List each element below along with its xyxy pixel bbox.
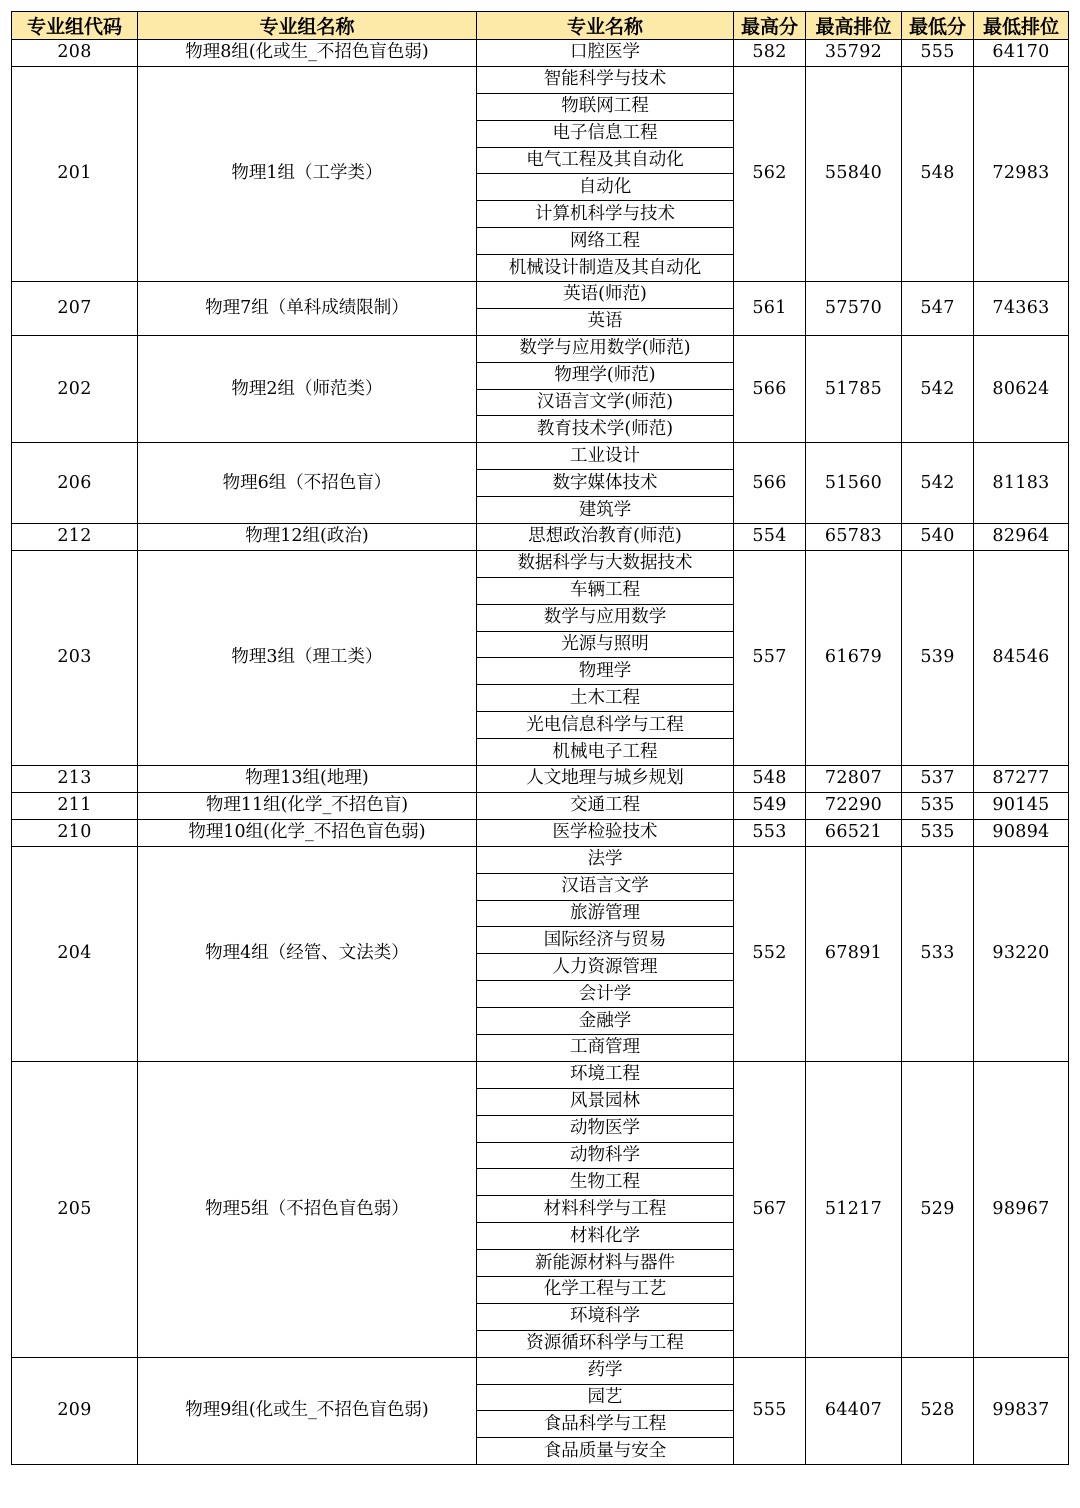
min-score-cell: 540 <box>902 524 974 551</box>
max-rank-cell: 55840 <box>806 66 902 281</box>
major-name-cell: 物理学 <box>477 658 734 685</box>
header-major-name: 专业名称 <box>477 12 734 40</box>
max-score-cell: 553 <box>734 819 806 846</box>
table-row <box>12 846 1069 873</box>
major-name-cell: 金融学 <box>477 1008 734 1035</box>
table-row <box>12 550 1069 577</box>
group-name-cell: 物理8组(化或生_不招色盲色弱) <box>138 40 477 67</box>
min-score-cell: 547 <box>902 282 974 336</box>
major-name-cell: 交通工程 <box>477 792 734 819</box>
group-code-cell: 205 <box>12 1061 138 1357</box>
major-name-cell: 汉语言文学 <box>477 873 734 900</box>
major-name-cell: 英语(师范) <box>477 282 734 309</box>
max-score-cell: 566 <box>734 335 806 443</box>
max-score-cell: 582 <box>734 40 806 67</box>
group-name-cell: 物理12组(政治) <box>138 524 477 551</box>
major-name-cell: 自动化 <box>477 174 734 201</box>
major-name-cell: 材料化学 <box>477 1223 734 1250</box>
major-name-cell: 医学检验技术 <box>477 819 734 846</box>
group-name-cell: 物理13组(地理) <box>138 766 477 793</box>
major-name-cell: 数据科学与大数据技术 <box>477 550 734 577</box>
min-rank-cell: 81183 <box>974 443 1069 524</box>
major-name-cell: 工业设计 <box>477 443 734 470</box>
header-row <box>12 12 1069 40</box>
max-rank-cell: 72807 <box>806 766 902 793</box>
group-code-cell: 207 <box>12 282 138 336</box>
header-max-score: 最高分 <box>734 12 806 40</box>
header-group-code: 专业组代码 <box>12 12 138 40</box>
group-code-cell: 206 <box>12 443 138 524</box>
max-score-cell: 552 <box>734 846 806 1061</box>
major-name-cell: 车辆工程 <box>477 577 734 604</box>
major-name-cell: 人力资源管理 <box>477 954 734 981</box>
table-row <box>12 443 1069 470</box>
group-code-cell: 203 <box>12 550 138 765</box>
max-rank-cell: 35792 <box>806 40 902 67</box>
major-name-cell: 数学与应用数学 <box>477 604 734 631</box>
table-row <box>12 792 1069 819</box>
min-rank-cell: 80624 <box>974 335 1069 443</box>
min-rank-cell: 99837 <box>974 1357 1069 1465</box>
table-row <box>12 1061 1069 1088</box>
table-row <box>12 282 1069 309</box>
max-rank-cell: 67891 <box>806 846 902 1061</box>
major-name-cell: 动物医学 <box>477 1115 734 1142</box>
major-name-cell: 建筑学 <box>477 497 734 524</box>
major-name-cell: 食品质量与安全 <box>477 1438 734 1465</box>
major-name-cell: 动物科学 <box>477 1142 734 1169</box>
min-score-cell: 535 <box>902 792 974 819</box>
group-name-cell: 物理3组（理工类） <box>138 550 477 765</box>
major-name-cell: 光源与照明 <box>477 631 734 658</box>
header-group-name: 专业组名称 <box>138 12 477 40</box>
major-name-cell: 光电信息科学与工程 <box>477 712 734 739</box>
group-name-cell: 物理4组（经管、文法类） <box>138 846 477 1061</box>
major-name-cell: 物联网工程 <box>477 93 734 120</box>
min-score-cell: 529 <box>902 1061 974 1357</box>
major-name-cell: 智能科学与技术 <box>477 66 734 93</box>
min-rank-cell: 64170 <box>974 40 1069 67</box>
table-row <box>12 66 1069 93</box>
major-name-cell: 生物工程 <box>477 1169 734 1196</box>
major-name-cell: 环境工程 <box>477 1061 734 1088</box>
group-code-cell: 208 <box>12 40 138 67</box>
min-rank-cell: 98967 <box>974 1061 1069 1357</box>
min-rank-cell: 93220 <box>974 846 1069 1061</box>
max-score-cell: 557 <box>734 550 806 765</box>
max-rank-cell: 61679 <box>806 550 902 765</box>
group-name-cell: 物理6组（不招色盲） <box>138 443 477 524</box>
header-min-rank: 最低排位 <box>974 12 1069 40</box>
major-name-cell: 机械设计制造及其自动化 <box>477 255 734 282</box>
min-rank-cell: 72983 <box>974 66 1069 281</box>
table-body <box>12 40 1069 1465</box>
group-code-cell: 209 <box>12 1357 138 1465</box>
max-rank-cell: 57570 <box>806 282 902 336</box>
min-rank-cell: 90894 <box>974 819 1069 846</box>
group-code-cell: 210 <box>12 819 138 846</box>
group-code-cell: 213 <box>12 766 138 793</box>
max-rank-cell: 51785 <box>806 335 902 443</box>
major-name-cell: 风景园林 <box>477 1088 734 1115</box>
min-score-cell: 528 <box>902 1357 974 1465</box>
major-name-cell: 化学工程与工艺 <box>477 1276 734 1303</box>
admission-table-container <box>11 11 1069 1465</box>
table-row <box>12 40 1069 67</box>
major-name-cell: 食品科学与工程 <box>477 1411 734 1438</box>
max-rank-cell: 65783 <box>806 524 902 551</box>
major-name-cell: 会计学 <box>477 981 734 1008</box>
group-name-cell: 物理11组(化学_不招色盲) <box>138 792 477 819</box>
max-score-cell: 562 <box>734 66 806 281</box>
min-rank-cell: 84546 <box>974 550 1069 765</box>
max-score-cell: 567 <box>734 1061 806 1357</box>
max-rank-cell: 66521 <box>806 819 902 846</box>
group-code-cell: 204 <box>12 846 138 1061</box>
group-code-cell: 212 <box>12 524 138 551</box>
table-row <box>12 819 1069 846</box>
table-row <box>12 766 1069 793</box>
min-score-cell: 548 <box>902 66 974 281</box>
max-score-cell: 555 <box>734 1357 806 1465</box>
group-code-cell: 202 <box>12 335 138 443</box>
header-max-rank: 最高排位 <box>806 12 902 40</box>
min-rank-cell: 90145 <box>974 792 1069 819</box>
major-name-cell: 机械电子工程 <box>477 739 734 766</box>
major-name-cell: 网络工程 <box>477 228 734 255</box>
min-score-cell: 539 <box>902 550 974 765</box>
group-name-cell: 物理1组（工学类） <box>138 66 477 281</box>
header-min-score: 最低分 <box>902 12 974 40</box>
max-score-cell: 548 <box>734 766 806 793</box>
major-name-cell: 人文地理与城乡规划 <box>477 766 734 793</box>
major-name-cell: 计算机科学与技术 <box>477 201 734 228</box>
max-rank-cell: 51217 <box>806 1061 902 1357</box>
major-name-cell: 国际经济与贸易 <box>477 927 734 954</box>
major-name-cell: 电气工程及其自动化 <box>477 147 734 174</box>
major-name-cell: 电子信息工程 <box>477 120 734 147</box>
max-rank-cell: 64407 <box>806 1357 902 1465</box>
table-row <box>12 1357 1069 1384</box>
group-code-cell: 201 <box>12 66 138 281</box>
major-name-cell: 数字媒体技术 <box>477 470 734 497</box>
major-name-cell: 资源循环科学与工程 <box>477 1330 734 1357</box>
max-score-cell: 554 <box>734 524 806 551</box>
major-name-cell: 数学与应用数学(师范) <box>477 335 734 362</box>
major-name-cell: 环境科学 <box>477 1303 734 1330</box>
min-score-cell: 535 <box>902 819 974 846</box>
major-name-cell: 新能源材料与器件 <box>477 1250 734 1277</box>
min-rank-cell: 74363 <box>974 282 1069 336</box>
major-name-cell: 汉语言文学(师范) <box>477 389 734 416</box>
group-name-cell: 物理5组（不招色盲色弱） <box>138 1061 477 1357</box>
major-name-cell: 药学 <box>477 1357 734 1384</box>
min-score-cell: 542 <box>902 443 974 524</box>
group-name-cell: 物理10组(化学_不招色盲色弱) <box>138 819 477 846</box>
major-name-cell: 思想政治教育(师范) <box>477 524 734 551</box>
admission-score-table <box>11 11 1069 1465</box>
major-name-cell: 英语 <box>477 308 734 335</box>
major-name-cell: 材料科学与工程 <box>477 1196 734 1223</box>
min-score-cell: 537 <box>902 766 974 793</box>
max-score-cell: 561 <box>734 282 806 336</box>
table-row <box>12 524 1069 551</box>
major-name-cell: 口腔医学 <box>477 40 734 67</box>
table-row <box>12 335 1069 362</box>
major-name-cell: 工商管理 <box>477 1034 734 1061</box>
major-name-cell: 物理学(师范) <box>477 362 734 389</box>
min-score-cell: 533 <box>902 846 974 1061</box>
group-name-cell: 物理7组（单科成绩限制） <box>138 282 477 336</box>
group-name-cell: 物理9组(化或生_不招色盲色弱) <box>138 1357 477 1465</box>
max-rank-cell: 72290 <box>806 792 902 819</box>
group-name-cell: 物理2组（师范类） <box>138 335 477 443</box>
major-name-cell: 教育技术学(师范) <box>477 416 734 443</box>
max-score-cell: 549 <box>734 792 806 819</box>
max-score-cell: 566 <box>734 443 806 524</box>
major-name-cell: 土木工程 <box>477 685 734 712</box>
group-code-cell: 211 <box>12 792 138 819</box>
min-score-cell: 555 <box>902 40 974 67</box>
major-name-cell: 旅游管理 <box>477 900 734 927</box>
min-score-cell: 542 <box>902 335 974 443</box>
major-name-cell: 法学 <box>477 846 734 873</box>
min-rank-cell: 82964 <box>974 524 1069 551</box>
min-rank-cell: 87277 <box>974 766 1069 793</box>
max-rank-cell: 51560 <box>806 443 902 524</box>
major-name-cell: 园艺 <box>477 1384 734 1411</box>
